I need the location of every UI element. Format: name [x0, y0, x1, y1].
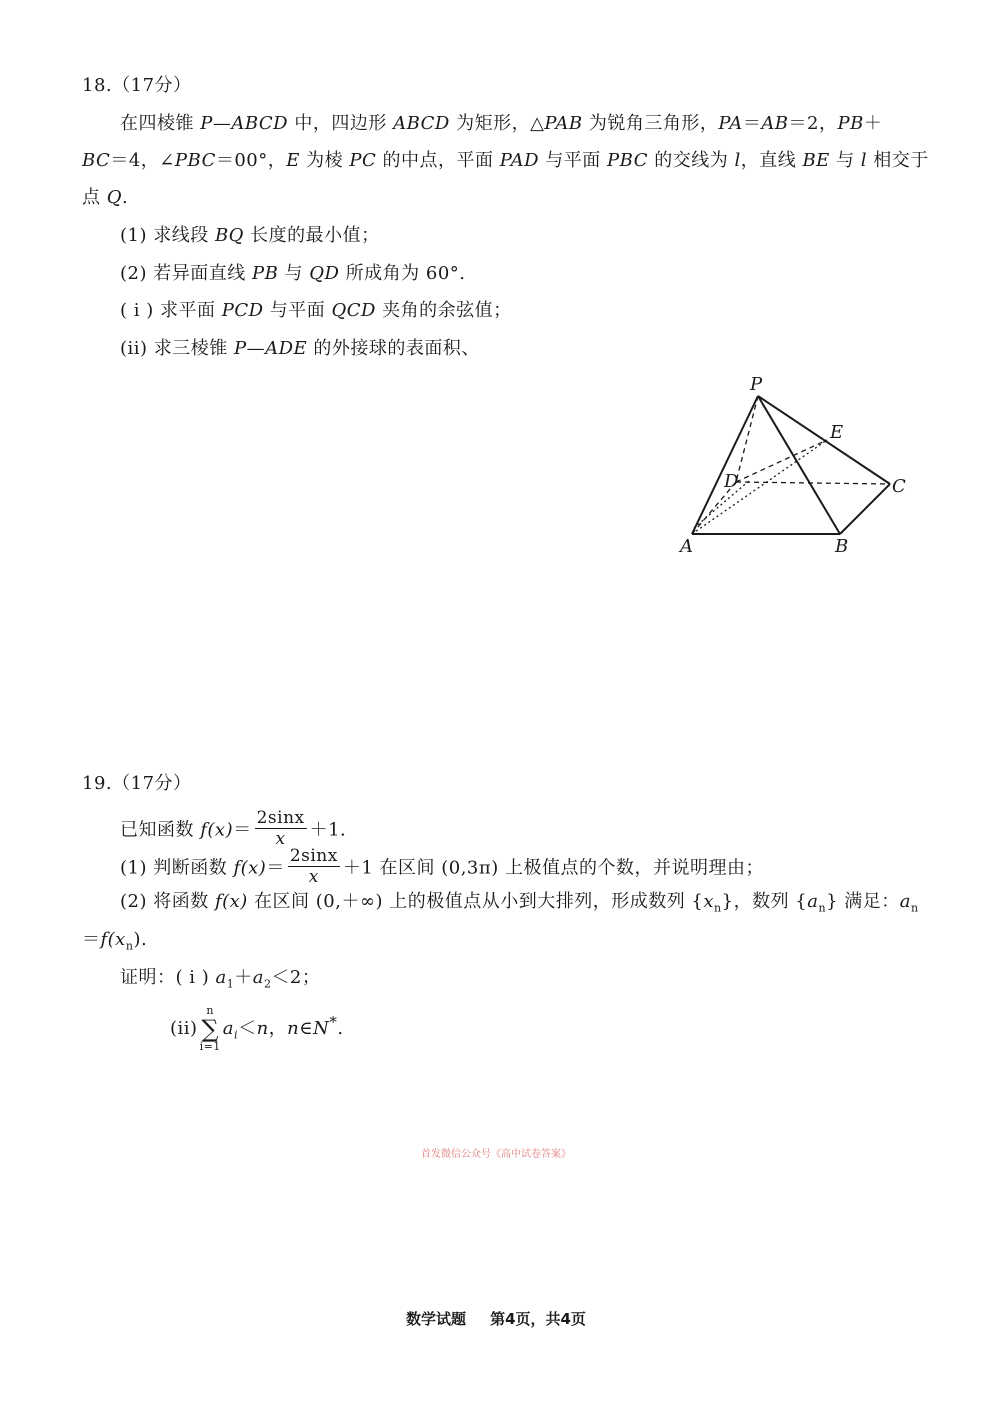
q19-part1: (1) 判断函数 f(x)＝ $\frac{2\sin x}{x}$ ＋1 在区间 (0,3π) 上极值点的个数，并说明理由； [120, 846, 764, 887]
q19-given: 已知函数 f(x)＝ $\frac{2\sin x}{x}$ ＋1. [120, 808, 347, 849]
edge-PC [758, 396, 890, 484]
label-C: C [892, 476, 906, 497]
edge-AE-hidden [692, 440, 827, 534]
q18-stem-line2: BC＝4，∠PBC＝00°，E 为棱 PC 的中点，平面 PAD 与平面 PBC 的交线为 l，直线 BE 与 l 相交于 [82, 150, 929, 171]
edge-PD-hidden [736, 396, 758, 482]
q18-stem-line3: 点 Q. [82, 187, 129, 208]
page-footer [0, 1308, 992, 1329]
footer-subject: 数学试题 [406, 1310, 467, 1328]
label-P: P [750, 374, 763, 395]
edge-BC [840, 484, 890, 534]
q19-proof-ii: (ii) n ∑ i=1 $a_i<n$，n∈N*. [170, 1004, 344, 1053]
q18-part2: (2) 若异面直线 PB 与 QD 所成角为 60°. [120, 263, 466, 284]
q19-proof-i: 证明：( i ) $a_1+a_2<2$； [120, 967, 321, 991]
label-A: A [680, 536, 693, 557]
pyramid-figure [670, 370, 920, 570]
edge-PB [758, 396, 840, 534]
edge-DC-hidden [736, 482, 890, 484]
q18-part2-ii: (ii) 求三棱锥 P—ADE 的外接球的表面积、 [120, 338, 480, 359]
q18-part1: (1) 求线段 BQ 长度的最小值； [120, 225, 380, 246]
hidden-line-2 [694, 480, 750, 528]
label-B: B [835, 536, 849, 557]
q19-part2-line2: $=f(x_n)$. [82, 929, 148, 953]
q19-part2: (2) 将函数 f(x) 在区间 (0,＋∞) 上的极值点从小到大排列，形成数列 $\{x_n\}$，数列 $\{a_n\}$ 满足：$a_n$ [120, 891, 919, 915]
q18-header: 18.（17分） [82, 75, 192, 96]
watermark: 首发微信公众号《高中试卷答案》 [421, 1149, 571, 1160]
label-D: D [724, 471, 739, 492]
summation-symbol: n ∑ i=1 [199, 1004, 221, 1053]
edge-DE-hidden [736, 440, 827, 482]
footer-page-number: 第4页，共4页 [490, 1310, 586, 1328]
q18-stem-line1: 在四棱锥 P—ABCD 中，四边形 ABCD 为矩形，△PAB 为锐角三角形，PA＝AB＝2，PB＋ [120, 113, 883, 134]
edge-PA [692, 396, 758, 534]
label-E: E [830, 422, 844, 443]
q18-part2-i: ( i ) 求平面 PCD 与平面 QCD 夹角的余弦值； [120, 300, 512, 321]
q19-header: 19.（17分） [82, 773, 192, 794]
q19-part1-fraction: $\frac{2\sin x}{x}$ [289, 846, 338, 887]
q19-given-fraction: $\frac{2\sin x}{x}$ [256, 808, 305, 849]
